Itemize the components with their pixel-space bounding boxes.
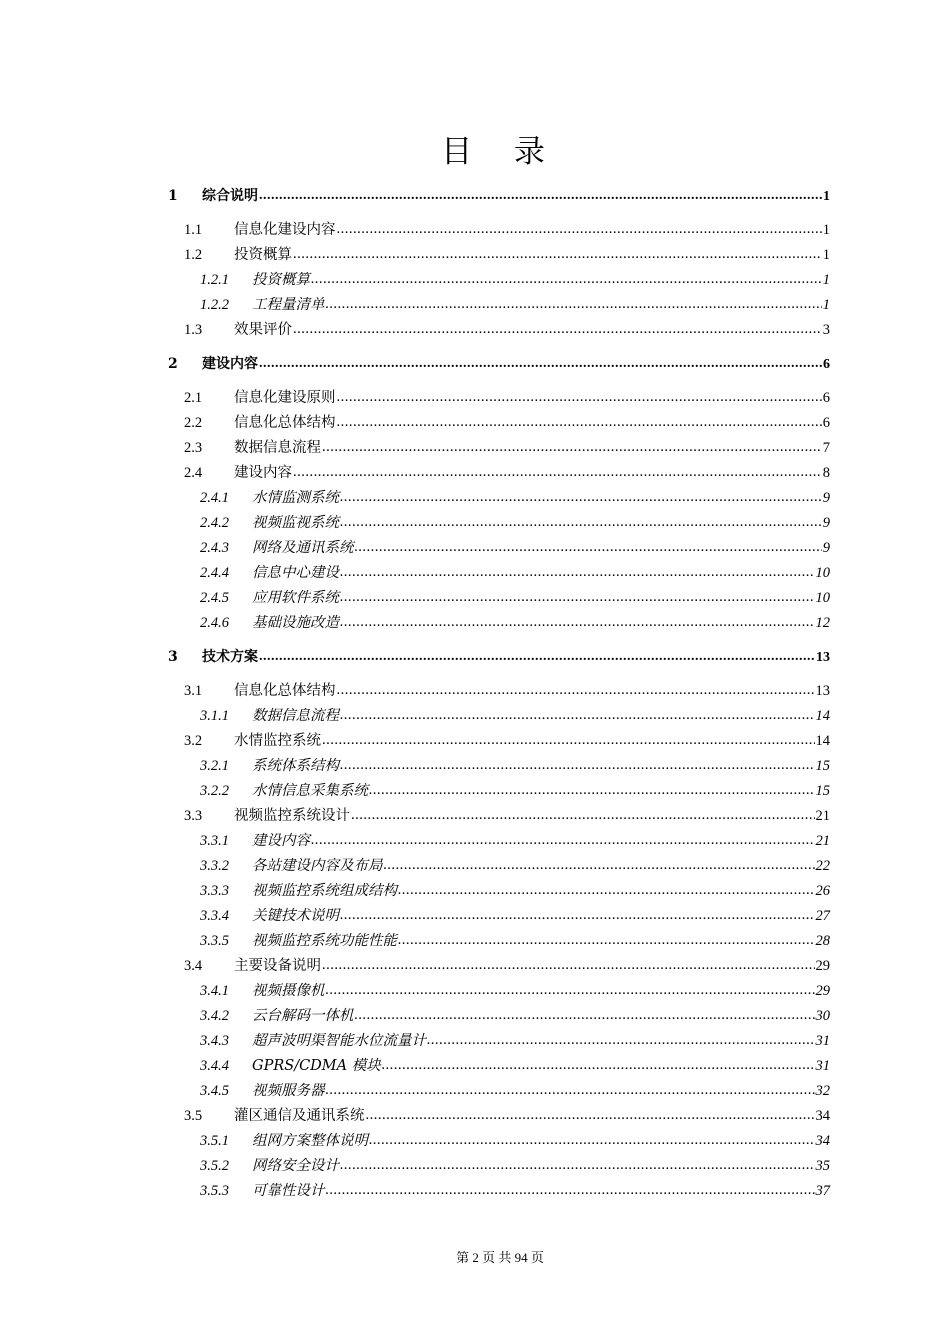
toc-entry-number: 1.1 — [184, 222, 203, 238]
toc-entry-page: 10 — [815, 590, 830, 606]
toc-dot-leader — [369, 778, 815, 802]
toc-entry[interactable] — [184, 411, 830, 435]
toc-dot-leader — [259, 645, 815, 669]
toc-dot-leader — [293, 460, 822, 484]
toc-entry[interactable] — [200, 1154, 830, 1178]
toc-entry[interactable] — [184, 243, 830, 267]
toc-entry-page: 6 — [822, 415, 830, 431]
toc-entry-page: 35 — [815, 1158, 830, 1174]
toc-entry-title: 效果评价 — [234, 322, 292, 338]
toc-dot-leader — [366, 1103, 815, 1127]
toc-entry-page: 1 — [822, 297, 830, 313]
toc-entry-number: 3.3.1 — [200, 833, 229, 849]
toc-entry-title: 建设内容 — [202, 356, 258, 372]
toc-entry[interactable] — [200, 561, 830, 585]
toc-entry-page: 37 — [815, 1183, 830, 1199]
toc-dot-leader — [351, 803, 815, 827]
toc-dot-leader — [322, 435, 822, 459]
toc-entry-title: 应用软件系统 — [252, 590, 339, 606]
toc-entry-title: 视频服务器 — [252, 1083, 325, 1099]
toc-entry-title: 基础设施改造 — [252, 615, 339, 631]
toc-entry[interactable] — [200, 904, 830, 928]
toc-entry-title: 超声波明渠智能水位流量计 — [252, 1033, 426, 1049]
toc-entry-title: 投资概算 — [234, 247, 292, 263]
toc-dot-leader — [311, 267, 822, 291]
toc-entry-number: 1.2.1 — [200, 272, 229, 288]
toc-entry[interactable] — [184, 318, 830, 342]
toc-dot-leader — [311, 828, 815, 852]
toc-entry-title: 视频监控系统设计 — [234, 808, 350, 824]
toc-entry-title: 视频摄像机 — [252, 983, 325, 999]
toc-entry-number: 3.4.3 — [200, 1033, 229, 1049]
toc-entry-title: 建设内容 — [234, 465, 292, 481]
toc-entry-page: 6 — [823, 357, 830, 372]
toc-entry-title: 数据信息流程 — [234, 440, 321, 456]
toc-entry[interactable] — [184, 218, 830, 242]
toc-entry-number: 3.5.1 — [200, 1133, 229, 1149]
toc-entry[interactable] — [184, 954, 830, 978]
toc-entry-number: 2.4.5 — [200, 590, 229, 606]
toc-entry[interactable] — [200, 1129, 830, 1153]
toc-entry-title: 云台解码一体机 — [252, 1008, 354, 1024]
toc-dot-leader — [340, 903, 815, 927]
page-title: 目 录 — [441, 134, 561, 170]
toc-entry-title: 信息化总体结构 — [234, 683, 336, 699]
toc-entry-number: 1.2.2 — [200, 297, 229, 313]
toc-dot-leader — [340, 485, 822, 509]
toc-dot-leader — [340, 1153, 815, 1177]
toc-entry-page: 13 — [816, 650, 830, 665]
toc-dot-leader — [382, 1053, 815, 1077]
toc-entry-title: 组网方案整体说明 — [252, 1133, 368, 1149]
toc-dot-leader — [340, 610, 815, 634]
toc-dot-leader — [293, 242, 822, 266]
toc-entry-page: 31 — [815, 1033, 830, 1049]
toc-entry[interactable] — [200, 293, 830, 317]
toc-entry-page: 9 — [822, 540, 830, 556]
toc-dot-leader — [398, 878, 815, 902]
toc-entry-number: 2.1 — [184, 390, 203, 406]
toc-entry-page: 27 — [815, 908, 830, 924]
toc-dot-leader — [340, 560, 815, 584]
toc-entry-number: 2 — [168, 356, 178, 372]
toc-entry-page: 1 — [823, 189, 830, 204]
toc-entry-title: 信息中心建设 — [252, 565, 339, 581]
toc-entry[interactable] — [200, 586, 830, 610]
toc-entry-title: 视频监视系统 — [252, 515, 339, 531]
toc-dot-leader — [355, 1003, 815, 1027]
toc-entry-number: 3.4.2 — [200, 1008, 229, 1024]
toc-entry-page: 10 — [815, 565, 830, 581]
toc-dot-leader — [326, 1078, 815, 1102]
toc-entry[interactable] — [168, 645, 830, 669]
toc-dot-leader — [384, 853, 815, 877]
toc-entry-number: 2.4.6 — [200, 615, 229, 631]
toc-entry[interactable] — [200, 1179, 830, 1203]
toc-entry-number: 3.3 — [184, 808, 203, 824]
toc-entry-number: 1 — [168, 188, 178, 204]
toc-entry-title: 灌区通信及通讯系统 — [234, 1108, 365, 1124]
toc-entry[interactable] — [200, 486, 830, 510]
toc-dot-leader — [337, 410, 822, 434]
toc-dot-leader — [322, 953, 815, 977]
toc-entry-page: 28 — [815, 933, 830, 949]
toc-entry-title: 建设内容 — [252, 833, 310, 849]
toc-entry-title: 数据信息流程 — [252, 708, 339, 724]
toc-entry-page: 15 — [815, 783, 830, 799]
toc-dot-leader — [340, 753, 815, 777]
toc-entry[interactable] — [200, 704, 830, 728]
toc-entry[interactable] — [200, 829, 830, 853]
toc-entry[interactable] — [184, 729, 830, 753]
toc-entry-title: 信息化建设原则 — [234, 390, 336, 406]
toc-entry-title: 技术方案 — [202, 649, 258, 665]
toc-entry[interactable] — [168, 352, 830, 376]
toc-entry-title: 综合说明 — [202, 188, 258, 204]
toc-entry-number: 3.3.5 — [200, 933, 229, 949]
toc-entry-page: 14 — [815, 708, 830, 724]
toc-entry-number: 3.2.1 — [200, 758, 229, 774]
toc-entry-number: 3.4.5 — [200, 1083, 229, 1099]
toc-entry-page: 8 — [822, 465, 830, 481]
toc-entry-page: 32 — [815, 1083, 830, 1099]
toc-entry-page: 13 — [815, 683, 830, 699]
toc-entry-page: 1 — [822, 222, 830, 238]
toc-entry-number: 2.3 — [184, 440, 203, 456]
toc-entry-number: 3.3.4 — [200, 908, 229, 924]
toc-entry[interactable] — [200, 929, 830, 953]
toc-dot-leader — [355, 535, 822, 559]
toc-dot-leader — [398, 928, 815, 952]
toc-entry-title: 主要设备说明 — [234, 958, 321, 974]
toc-entry-number: 1.3 — [184, 322, 203, 338]
toc-entry[interactable] — [200, 268, 830, 292]
toc-entry-number: 2.4.3 — [200, 540, 229, 556]
toc-entry-number: 3.5.2 — [200, 1158, 229, 1174]
toc-entry-page: 15 — [815, 758, 830, 774]
toc-entry-page: 31 — [815, 1058, 830, 1074]
toc-dot-leader — [326, 978, 815, 1002]
toc-entry-page: 21 — [815, 808, 830, 824]
toc-entry-number: 3.4 — [184, 958, 203, 974]
toc-entry-page: 1 — [822, 272, 830, 288]
toc-entry-page: 30 — [815, 1008, 830, 1024]
toc-entry-page: 9 — [822, 490, 830, 506]
toc-entry[interactable] — [168, 184, 830, 208]
toc-entry-title: 水情信息采集系统 — [252, 783, 368, 799]
toc-entry-number: 2.4.2 — [200, 515, 229, 531]
toc-dot-leader — [326, 1178, 815, 1202]
toc-entry-page: 34 — [815, 1108, 830, 1124]
toc-entry[interactable] — [200, 754, 830, 778]
toc-entry-number: 1.2 — [184, 247, 203, 263]
toc-entry-page: 14 — [815, 733, 830, 749]
toc-entry[interactable] — [200, 779, 830, 803]
toc-entry-title: 视频监控系统组成结构 — [252, 883, 397, 899]
toc-entry[interactable] — [200, 611, 830, 635]
toc-entry-number: 3.4.1 — [200, 983, 229, 999]
toc-entry[interactable] — [184, 679, 830, 703]
toc-entry-page: 34 — [815, 1133, 830, 1149]
toc-entry-page: 9 — [822, 515, 830, 531]
toc-entry-number: 2.4.4 — [200, 565, 229, 581]
toc-entry-number: 3.2.2 — [200, 783, 229, 799]
toc-entry-number: 3.5.3 — [200, 1183, 229, 1199]
toc-entry-number: 3.5 — [184, 1108, 203, 1124]
toc-entry-title: 网络及通讯系统 — [252, 540, 354, 556]
toc-entry-title: 系统体系结构 — [252, 758, 339, 774]
toc-entry-page: 12 — [815, 615, 830, 631]
toc-dot-leader — [259, 184, 822, 208]
toc-entry-page: 6 — [822, 390, 830, 406]
toc-entry[interactable] — [184, 1104, 830, 1128]
toc-dot-leader — [337, 385, 822, 409]
toc-entry-page: 21 — [815, 833, 830, 849]
toc-dot-leader — [326, 292, 822, 316]
toc-entry-title: 投资概算 — [252, 272, 310, 288]
toc-dot-leader — [337, 678, 815, 702]
toc-entry-title: 信息化总体结构 — [234, 415, 336, 431]
toc-entry-number: 3.4.4 — [200, 1058, 229, 1074]
toc-dot-leader — [369, 1128, 815, 1152]
toc-entry-title: GPRS/CDMA 模块 — [252, 1058, 381, 1074]
toc-entry-page: 22 — [815, 858, 830, 874]
toc-entry[interactable] — [184, 804, 830, 828]
toc-dot-leader — [427, 1028, 815, 1052]
toc-entry[interactable] — [184, 436, 830, 460]
toc-entry[interactable] — [200, 879, 830, 903]
toc-entry[interactable] — [200, 979, 830, 1003]
toc-entry-title: 工程量清单 — [252, 297, 325, 313]
toc-entry-number: 3.1 — [184, 683, 203, 699]
toc-entry[interactable] — [200, 511, 830, 535]
toc-entry-title: 视频监控系统功能性能 — [252, 933, 397, 949]
toc-dot-leader — [340, 585, 815, 609]
toc-entry-title: 关键技术说明 — [252, 908, 339, 924]
toc-dot-leader — [337, 217, 822, 241]
toc-entry[interactable] — [200, 536, 830, 560]
toc-entry-title: 信息化建设内容 — [234, 222, 336, 238]
toc-entry-number: 2.4 — [184, 465, 203, 481]
toc-entry[interactable] — [200, 1079, 830, 1103]
toc-entry-page: 26 — [815, 883, 830, 899]
toc-entry-number: 3 — [168, 649, 178, 665]
toc-dot-leader — [293, 317, 822, 341]
toc-entry-page: 29 — [815, 983, 830, 999]
toc-entry-title: 可靠性设计 — [252, 1183, 325, 1199]
toc-dot-leader — [259, 352, 822, 376]
toc-entry-title: 水情监测系统 — [252, 490, 339, 506]
toc-entry[interactable] — [200, 1004, 830, 1028]
toc-dot-leader — [340, 703, 815, 727]
toc-entry-number: 2.4.1 — [200, 490, 229, 506]
toc-entry[interactable] — [200, 1029, 830, 1053]
toc-dot-leader — [322, 728, 815, 752]
toc-entry-page: 7 — [822, 440, 830, 456]
toc-entry-page: 3 — [822, 322, 830, 338]
toc-dot-leader — [340, 510, 822, 534]
toc-entry-page: 29 — [815, 958, 830, 974]
toc-entry-number: 3.3.2 — [200, 858, 229, 874]
toc-entry[interactable] — [200, 854, 830, 878]
toc-entry-title: 各站建设内容及布局 — [252, 858, 383, 874]
toc-entry-page: 1 — [822, 247, 830, 263]
toc-entry-title: 网络安全设计 — [252, 1158, 339, 1174]
toc-entry-number: 3.2 — [184, 733, 203, 749]
toc-entry[interactable] — [184, 461, 830, 485]
toc-entry-number: 2.2 — [184, 415, 203, 431]
toc-entry[interactable] — [184, 386, 830, 410]
toc-entry-number: 3.1.1 — [200, 708, 229, 724]
page-footer: 第 2 页 共 94 页 — [456, 1250, 544, 1265]
toc-entry-number: 3.3.3 — [200, 883, 229, 899]
toc-entry-title: 水情监控系统 — [234, 733, 321, 749]
toc-entry[interactable] — [200, 1054, 830, 1078]
